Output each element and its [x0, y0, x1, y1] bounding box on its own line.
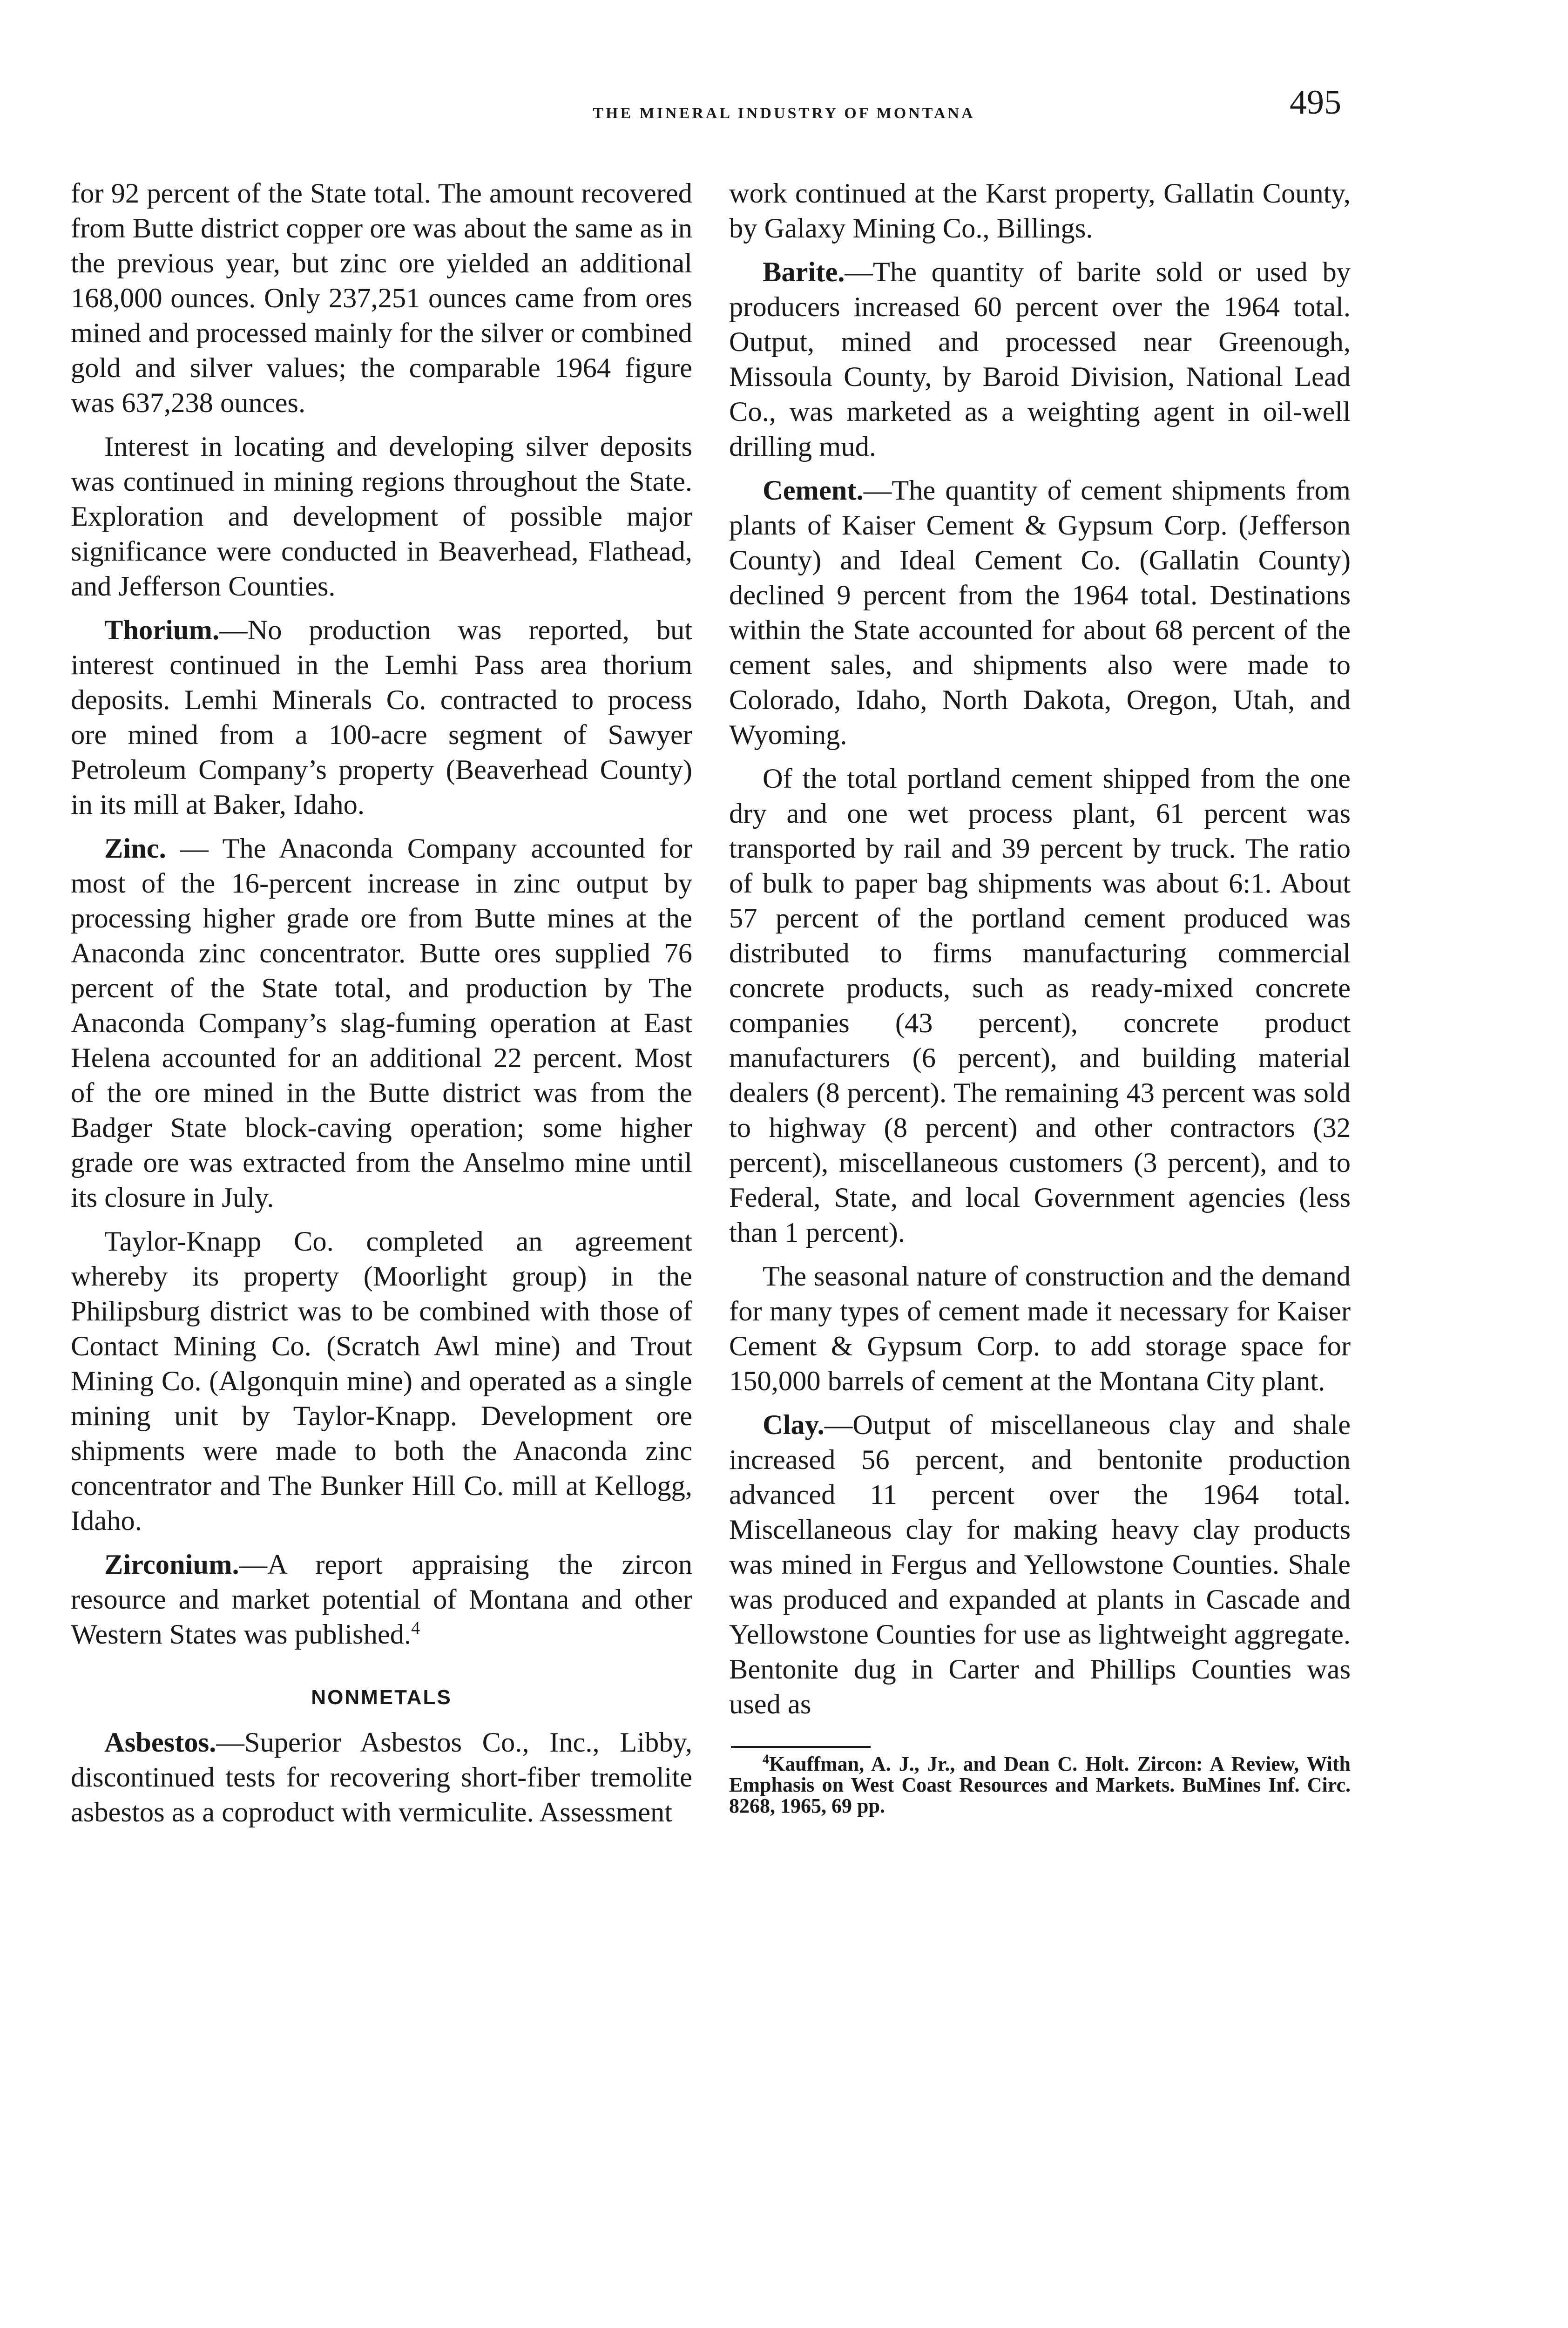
- page-number: 495: [1290, 83, 1341, 122]
- paragraph-zirconium: [71, 1547, 692, 1652]
- paragraph-silver-total: for 92 percent of the State total. The amount recovered from Butte district copper ore was about the same as in the previous year, but zinc ore yielded an additional 168,000 ounces. Only 237,251 ounces came from ores mined and processed mainly for the silver or combined gold and silver values; the comparable 1964 figure was 637,238 ounces.: [71, 178, 692, 419]
- paragraph-assessment-cont: work continued at the Karst property, Gallatin County, by Galaxy Mining Co., Billings.: [729, 178, 1351, 244]
- zinc-text: — The Anaconda Company accounted for most of the 16-percent increase in zinc output by processing higher grade ore from Butte mines at the Anaconda zinc concentrator. Butte ores supplied 76 percent of the State total, and production by The Anaconda Company’s slag-fuming operation at East Helena accounted for an additional 22 percent. Most of the ore mined in the Butte district was from the Badger State block-caving operation; some higher grade ore was extracted from the Anselmo mine until its closure in July.: [71, 833, 692, 1213]
- footnote: [729, 1753, 1351, 1816]
- paragraph-cement: [729, 473, 1351, 752]
- asbestos-heading: Asbestos.: [104, 1727, 216, 1758]
- paragraph-seasonal: The seasonal nature of construction and the demand for many types of cement made it necessary for Kaiser Cement & Gypsum Corp. to add storage space for 150,000 barrels of cement at the Montana City plant.: [729, 1261, 1351, 1397]
- paragraph-zinc: [71, 831, 692, 1215]
- zirconium-text: —A report appraising the zircon resource and market potential of Montana and other Western States was published.: [71, 1549, 692, 1650]
- clay-text: —Output of miscellaneous clay and shale increased 56 percent, and bentonite production advanced 11 percent over the 1964 total. Miscellaneous clay for making heavy clay products was mined in Fergus and Yellowstone Counties. Shale was produced and expanded at plants in Cascade and Yellowstone Counties for use as lightweight aggregate. Bentonite dug in Carter and Phillips Counties was used as: [729, 1409, 1351, 1720]
- left-column: [71, 176, 692, 1839]
- thorium-text: —No production was reported, but interest continued in the Lemhi Pass area thorium deposits. Lemhi Minerals Co. contracted to process ore mined from a 100-acre segment of Sawyer Petroleum Company’s property (Beaverhead County) in its mill at Baker, Idaho.: [71, 615, 692, 820]
- cement-text: —The quantity of cement shipments from plants of Kaiser Cement & Gypsum Corp. (Jefferson County) and Ideal Cement Co. (Gallatin County) declined 9 percent from the 1964 total. Destinations within the State accounted for about 68 percent of the cement sales, and shipments also were made to Colorado, Idaho, North Dakota, Oregon, Utah, and Wyoming.: [729, 475, 1351, 751]
- zinc-heading: Zinc.: [104, 833, 166, 864]
- asbestos-text: —Superior Asbestos Co., Inc., Libby, discontinued tests for recovering short-fiber tremolite asbestos as a coproduct with vermiculite. Assessment: [71, 1727, 692, 1828]
- paragraph-clay: [729, 1408, 1351, 1722]
- thorium-heading: Thorium.: [104, 615, 220, 646]
- barite-text: —The quantity of barite sold or used by producers increased 60 percent over the 1964 total. Output, mined and processed near Greenough, Missoula County, by Baroid Division, National Lead Co., was marketed as a weighting agent in oil-well drilling mud.: [729, 257, 1351, 462]
- footnote-rule: [731, 1746, 871, 1748]
- paragraph-thorium: [71, 613, 692, 822]
- cement-heading: Cement.: [763, 475, 864, 506]
- footnote-text: Kauffman, A. J., Jr., and Dean C. Holt. Zircon: A Review, With Emphasis on West Coast Resources and Markets. BuMines Inf. Circ. 8268, 1965, 69 pp.: [729, 1753, 1351, 1817]
- footnote-mark: 4: [763, 1752, 769, 1767]
- paragraph-asbestos: [71, 1725, 692, 1830]
- paragraph-taylor-knapp: Taylor-Knapp Co. completed an agreement whereby its property (Moorlight group) in the Philipsburg district was to be combined with those of Contact Mining Co. (Scratch Awl mine) and Trout Mining Co. (Algonquin mine) and operated as a single mining unit by Taylor-Knapp. Development ore shipments were made to both the Anaconda zinc concentrator and The Bunker Hill Co. mill at Kellogg, Idaho.: [71, 1226, 692, 1536]
- running-title: THE MINERAL INDUSTRY OF MONTANA: [593, 105, 975, 122]
- clay-heading: Clay.: [763, 1409, 825, 1441]
- paragraph-portland-cement: Of the total portland cement shipped from the one dry and one wet process plant, 61 percent was transported by rail and 39 percent by truck. The ratio of bulk to paper bag shipments was about 6:1. About 57 percent of the portland cement produced was distributed to firms manufacturing commercial concrete products, such as ready-mixed concrete companies (43 percent), concrete product manufacturers (6 percent), and building material dealers (8 percent). The remaining 43 percent was sold to highway (8 percent) and other contractors (32 percent), miscellaneous customers (3 percent), and to Federal, State, and local Government agencies (less than 1 percent).: [729, 763, 1351, 1248]
- right-column: [729, 176, 1351, 1825]
- paragraph-barite: [729, 255, 1351, 464]
- footnote-reference: 4: [411, 1618, 420, 1638]
- paragraph-silver-deposits: Interest in locating and developing silver deposits was continued in mining regions throughout the State. Exploration and development of possible major significance were conducted in Beaverhead, Flathead, and Jefferson Counties.: [71, 431, 692, 602]
- section-heading-nonmetals: NONMETALS: [311, 1686, 452, 1709]
- barite-heading: Barite.: [763, 257, 845, 288]
- zirconium-heading: Zirconium.: [104, 1549, 239, 1580]
